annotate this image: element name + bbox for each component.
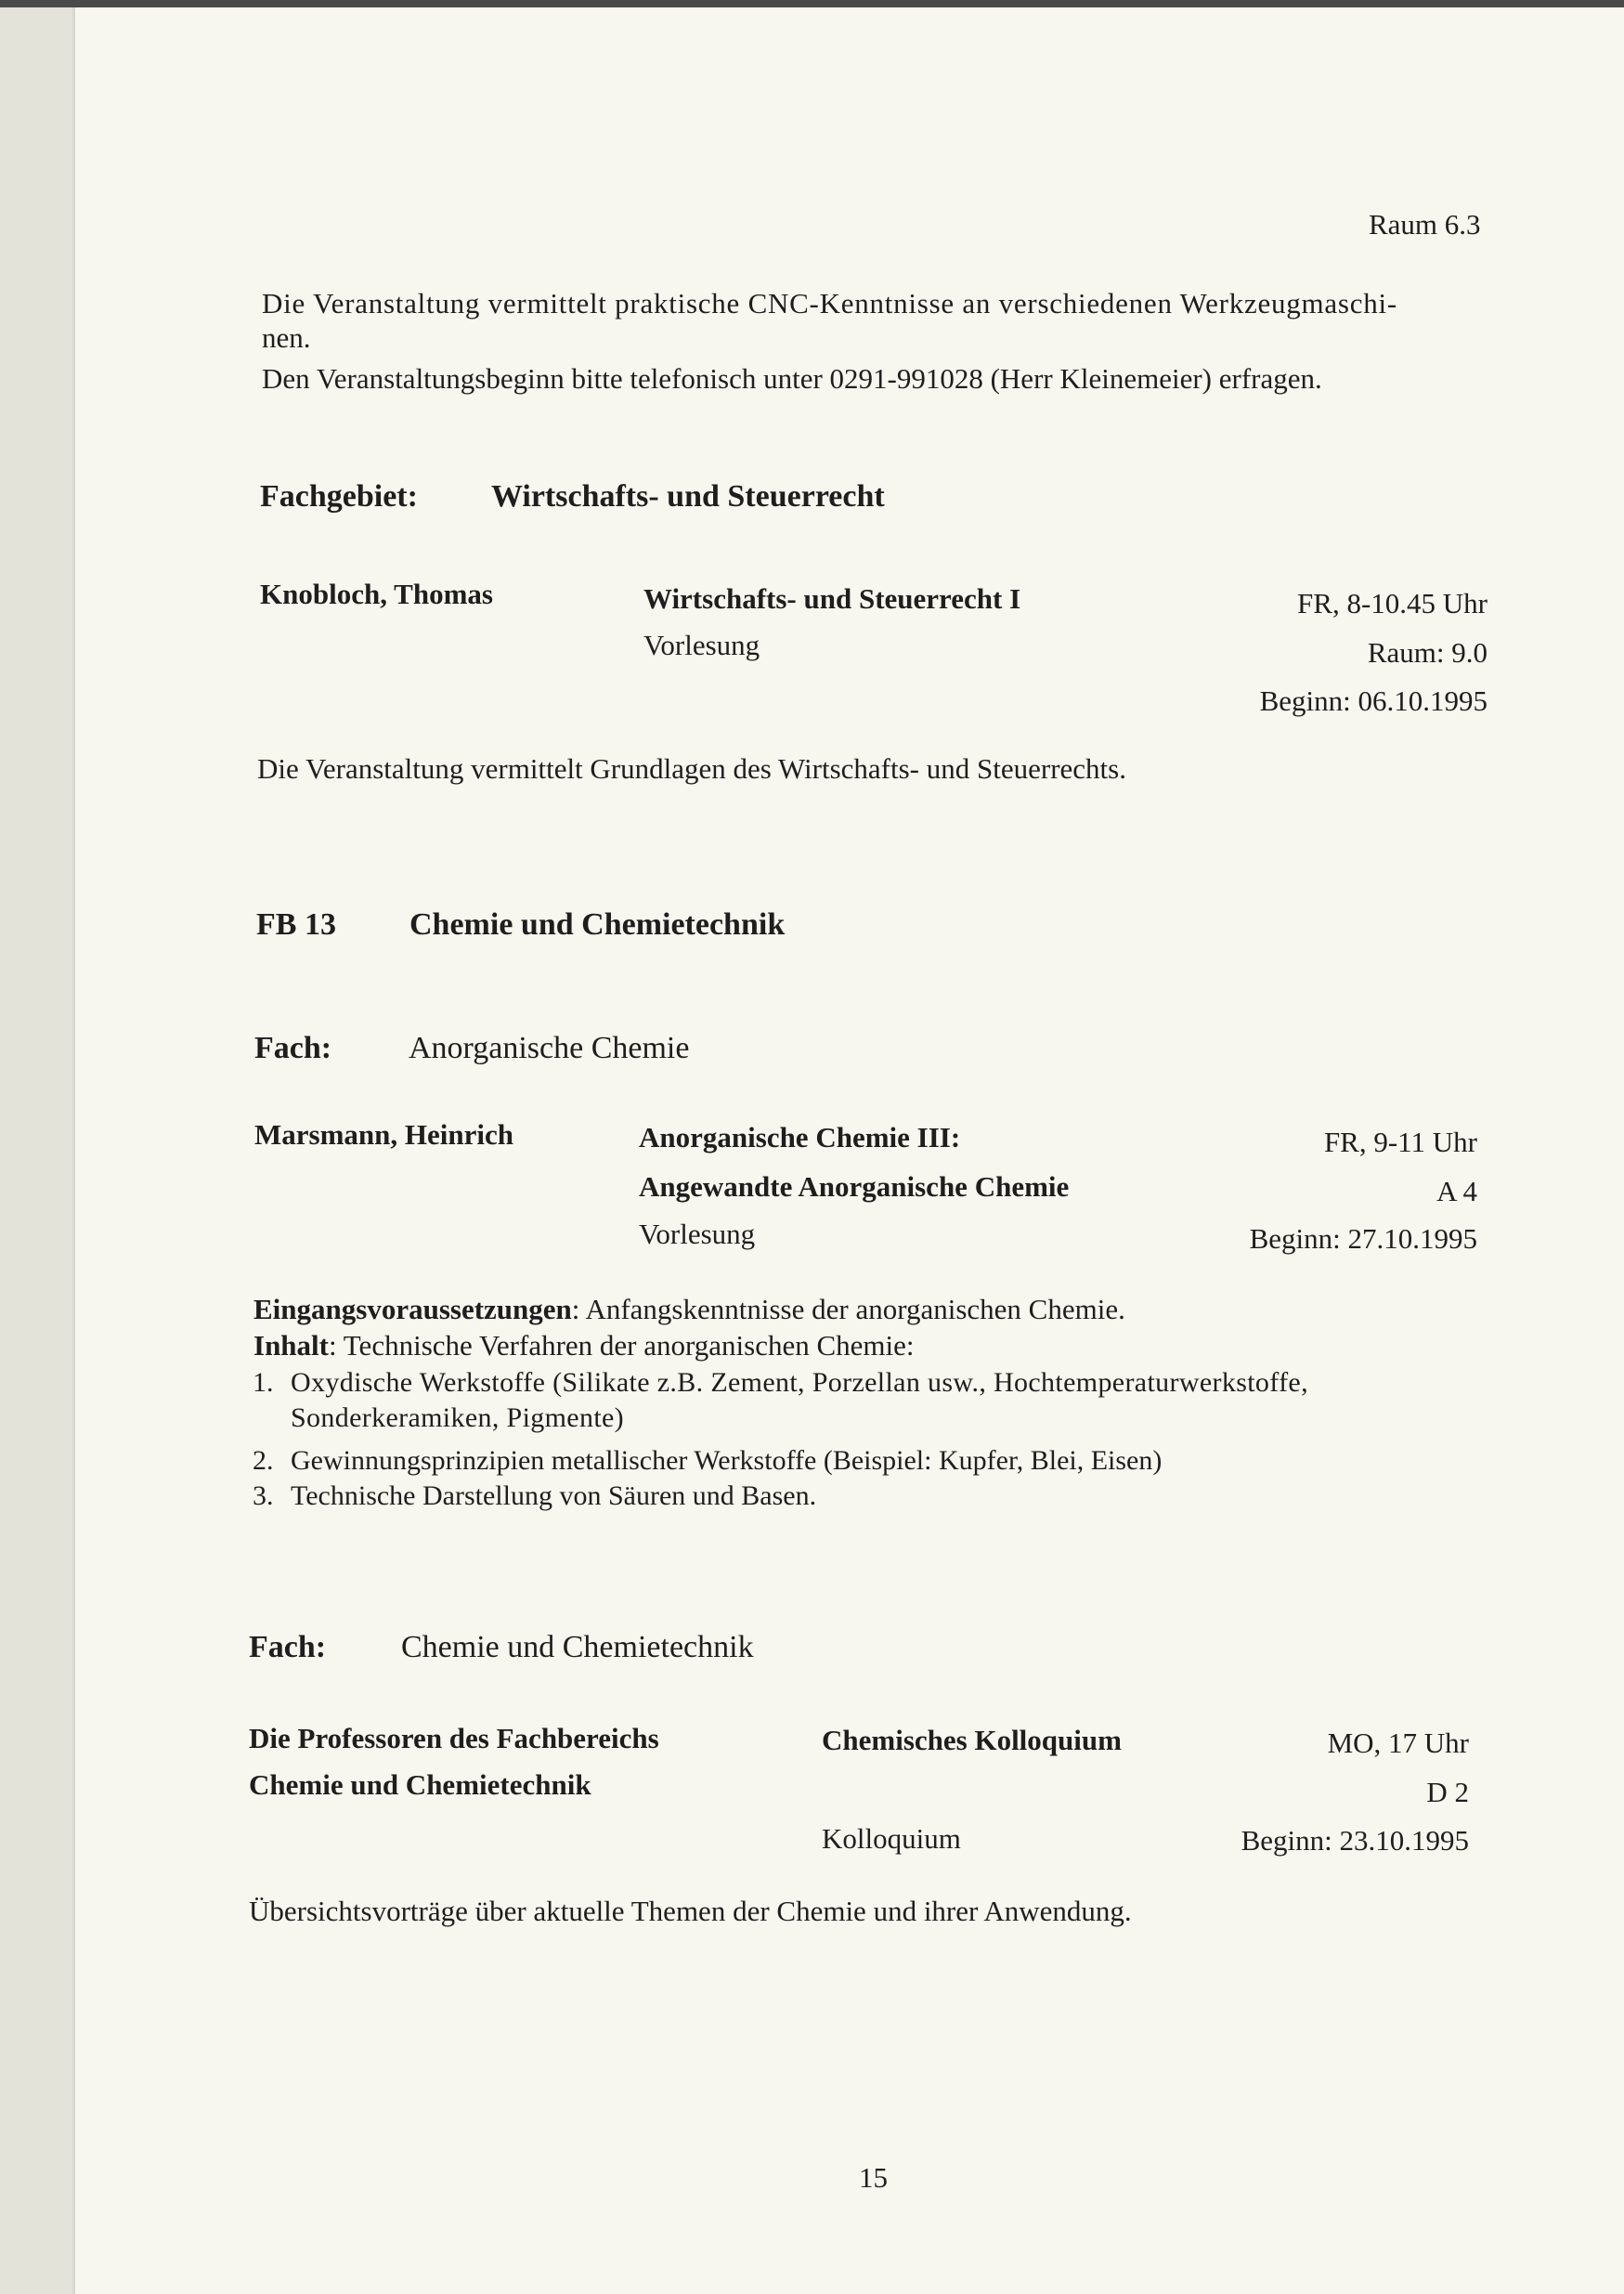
lecturer-name: Knobloch, Thomas xyxy=(260,578,493,610)
course-description: Übersichtsvorträge über aktuelle Themen der Chemie und ihrer Anwendung. xyxy=(249,1895,1132,1927)
intro-line-1: Die Veranstaltung vermittelt praktische CNC-Kenntnisse an verschiedenen Werkzeugmaschi- xyxy=(262,287,1397,319)
course-time: MO, 17 Uhr xyxy=(1327,1727,1469,1759)
list-item xyxy=(253,1443,1525,1479)
room-label: Raum 6.3 xyxy=(1369,208,1481,241)
prerequisites xyxy=(253,1291,1125,1328)
binding-gutter xyxy=(0,0,72,2294)
list-item-number: 2. xyxy=(253,1445,274,1476)
course-title: Wirtschafts- und Steuerrecht I xyxy=(643,582,1021,615)
prerequisites-text: : Anfangskenntnisse der anorganischen Chemie. xyxy=(571,1293,1125,1325)
intro-line-2: nen. xyxy=(262,321,311,354)
section-heading-label: Fachgebiet: xyxy=(260,479,418,514)
lecturer-line-2: Chemie und Chemietechnik xyxy=(249,1768,591,1801)
prerequisites-label: Eingangsvoraussetzungen xyxy=(253,1293,572,1325)
lecturer-name: Marsmann, Heinrich xyxy=(254,1118,513,1151)
course-start: Beginn: 23.10.1995 xyxy=(1241,1824,1469,1857)
list-item xyxy=(253,1365,1525,1436)
course-title: Chemisches Kolloquium xyxy=(822,1724,1122,1756)
intro-line-3: Den Veranstaltungsbeginn bitte telefonisch unter 0291-991028 (Herr Kleinemeier) erfragen. xyxy=(262,362,1322,395)
course-room: A 4 xyxy=(1436,1175,1477,1207)
list-item xyxy=(253,1479,1525,1514)
section-heading-title: Wirtschafts- und Steuerrecht xyxy=(491,479,885,514)
content-label: Inhalt xyxy=(253,1329,329,1362)
course-time: FR, 8-10.45 Uhr xyxy=(1297,587,1488,619)
subject-title: Anorganische Chemie xyxy=(409,1031,690,1065)
course-room: D 2 xyxy=(1426,1776,1469,1808)
list-item-text: Oxydische Werkstoffe (Silikate z.B. Zement, Porzellan usw., Hochtemperaturwerkstoffe, Sonderkeramiken, Pigmente) xyxy=(291,1367,1308,1433)
subject-label: Fach: xyxy=(249,1630,327,1664)
top-edge xyxy=(0,0,1624,7)
department-label: FB 13 xyxy=(256,907,336,942)
list-item-text: Technische Darstellung von Säuren und Basen. xyxy=(291,1480,817,1511)
subject-label: Fach: xyxy=(254,1031,332,1065)
department-title: Chemie und Chemietechnik xyxy=(409,907,786,942)
content-text: : Technische Verfahren der anorganischen Chemie: xyxy=(328,1329,915,1362)
list-item-number: 3. xyxy=(253,1480,274,1511)
course-description: Die Veranstaltung vermittelt Grundlagen des Wirtschafts- und Steuerrechts. xyxy=(257,752,1126,785)
list-item-number: 1. xyxy=(253,1367,274,1398)
course-room: Raum: 9.0 xyxy=(1367,636,1488,669)
subject-title: Chemie und Chemietechnik xyxy=(401,1630,754,1664)
course-type: Vorlesung xyxy=(639,1218,756,1250)
course-type: Kolloquium xyxy=(822,1822,961,1855)
course-start: Beginn: 27.10.1995 xyxy=(1249,1222,1477,1255)
lecturer-line-1: Die Professoren des Fachbereichs xyxy=(249,1722,659,1754)
page-number: 15 xyxy=(859,2161,888,2194)
course-title: Anorganische Chemie III: xyxy=(639,1121,961,1154)
list-item-text: Gewinnungsprinzipien metallischer Werkstoffe (Beispiel: Kupfer, Blei, Eisen) xyxy=(291,1445,1163,1476)
course-type: Vorlesung xyxy=(643,629,760,661)
course-time: FR, 9-11 Uhr xyxy=(1323,1126,1477,1158)
course-subtitle: Angewandte Anorganische Chemie xyxy=(639,1170,1070,1203)
course-start: Beginn: 06.10.1995 xyxy=(1259,684,1488,717)
content-line xyxy=(253,1327,915,1364)
